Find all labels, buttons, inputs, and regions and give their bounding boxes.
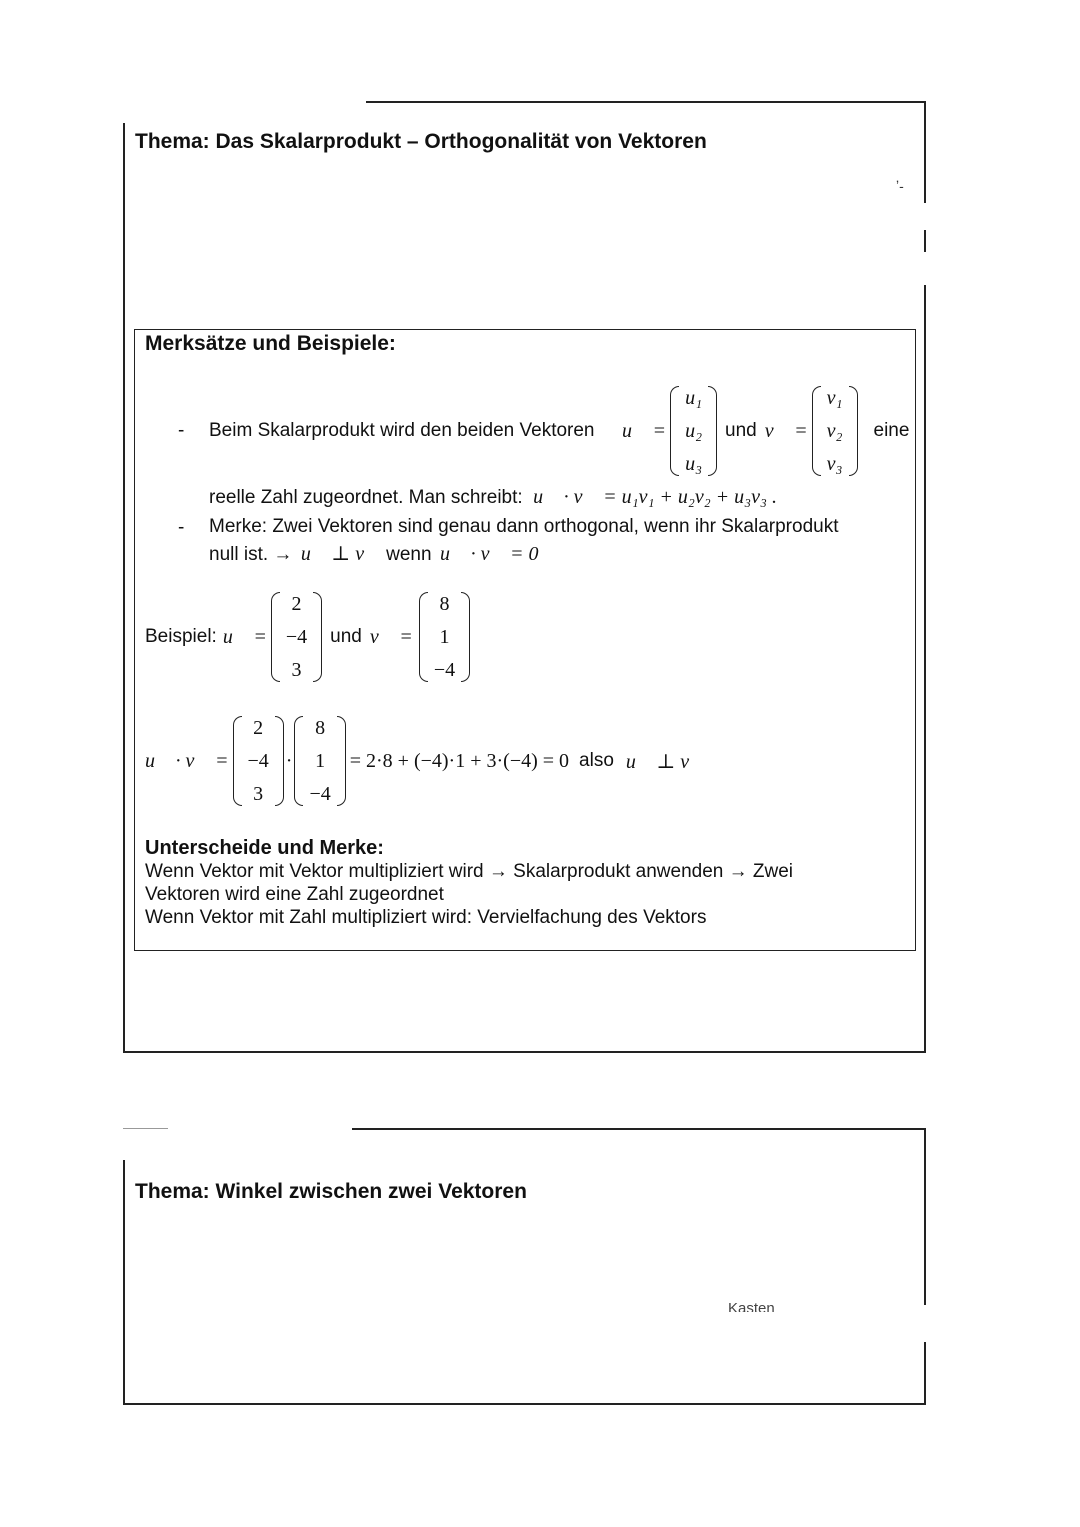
perp-statement: u⃗ ⊥ v⃗ — [300, 543, 380, 565]
calc-lhs: u⃗ · v⃗ = — [145, 749, 229, 772]
v-vector-label: v⃗ = — [764, 419, 808, 442]
u-value: 3 — [253, 783, 264, 805]
v-component-vector — [812, 386, 858, 476]
u-component: u₂ — [685, 420, 703, 442]
beispiel-und: und — [330, 626, 362, 647]
calc-u-vector — [233, 716, 284, 806]
bullet1-text: Beim Skalarprodukt wird den beiden Vektoren — [209, 420, 595, 441]
u-vector-definition — [622, 386, 909, 476]
beispiel-row — [145, 592, 470, 682]
beispiel-v-label: v⃗ = — [369, 625, 413, 648]
v-component: v₁ — [826, 387, 843, 409]
u-value: −4 — [285, 626, 308, 648]
calc-conclusion: u⃗ ⊥ v⃗ — [625, 750, 705, 773]
unterscheide-line1: Wenn Vektor mit Vektor multipliziert wird → Skalarprodukt anwenden → Zwei — [145, 861, 794, 882]
u-value: 3 — [291, 659, 302, 681]
beispiel-label: Beispiel: — [145, 626, 217, 647]
v-value: 8 — [315, 717, 326, 739]
und-word: und — [725, 420, 757, 441]
calc-dot: · — [285, 749, 293, 772]
beispiel-v-vector — [419, 592, 470, 682]
v-value: −4 — [309, 783, 331, 805]
card2-title: Thema: Winkel zwischen zwei Vektoren — [135, 1180, 527, 1203]
bullet-dash-1: - — [178, 420, 185, 441]
bullet2-null-text: null ist. → — [209, 544, 293, 565]
unterscheide-section — [145, 837, 793, 929]
card2-faint-text: Kasten — [728, 1300, 775, 1312]
card1-title: Thema: Das Skalarprodukt – Orthogonalität von Vektoren — [135, 130, 707, 153]
v-component: v₃ — [826, 453, 843, 475]
eine-word: eine — [873, 420, 910, 441]
bullet1-line2-text: reelle Zahl zugeordnet. Man schreibt: — [209, 487, 523, 508]
v-value: −4 — [433, 659, 456, 681]
calculation-row — [145, 716, 705, 806]
v-value: 8 — [439, 593, 450, 615]
wenn-word: wenn — [386, 544, 432, 565]
side-mark: ʼ- — [896, 178, 904, 194]
u-component: u₃ — [685, 453, 703, 475]
unterscheide-heading: Unterscheide und Merke: — [145, 837, 384, 859]
zero-condition: u⃗ · v⃗ = 0 — [440, 543, 539, 565]
beispiel-u-vector — [271, 592, 322, 682]
calc-rhs: = 2·8 + (−4)·1 + 3·(−4) = 0 — [349, 749, 570, 772]
calc-v-vector — [294, 716, 345, 806]
scalar-product-formula: u⃗ · v⃗ = u₁v₁ + u₂v₂ + u₃v₃ . — [533, 486, 777, 508]
bullet-dash-2: - — [178, 517, 185, 538]
also-word: also — [579, 750, 614, 771]
u-vector-label: u⃗ = — [622, 419, 667, 442]
u-component: u₁ — [685, 387, 703, 409]
u-value: 2 — [291, 593, 302, 615]
unterscheide-line3: Wenn Vektor mit Zahl multipliziert wird: Vervielfachung des Vektors — [145, 907, 707, 928]
u-value: −4 — [247, 750, 269, 772]
v-value: 1 — [439, 626, 450, 648]
u-value: 2 — [253, 717, 264, 739]
u-component-vector — [670, 386, 717, 476]
unterscheide-line2: Vektoren wird eine Zahl zugeordnet — [145, 884, 444, 905]
merksaetze-heading: Merksätze und Beispiele: — [145, 332, 396, 355]
bullet2-line2 — [209, 541, 539, 566]
bullet2-line1: Merke: Zwei Vektoren sind genau dann orthogonal, wenn ihr Skalarprodukt — [209, 516, 839, 537]
v-value: 1 — [315, 750, 326, 772]
beispiel-u-label: u⃗ = — [222, 625, 267, 648]
v-component: v₂ — [826, 420, 843, 442]
bullet1-line2 — [209, 486, 777, 509]
